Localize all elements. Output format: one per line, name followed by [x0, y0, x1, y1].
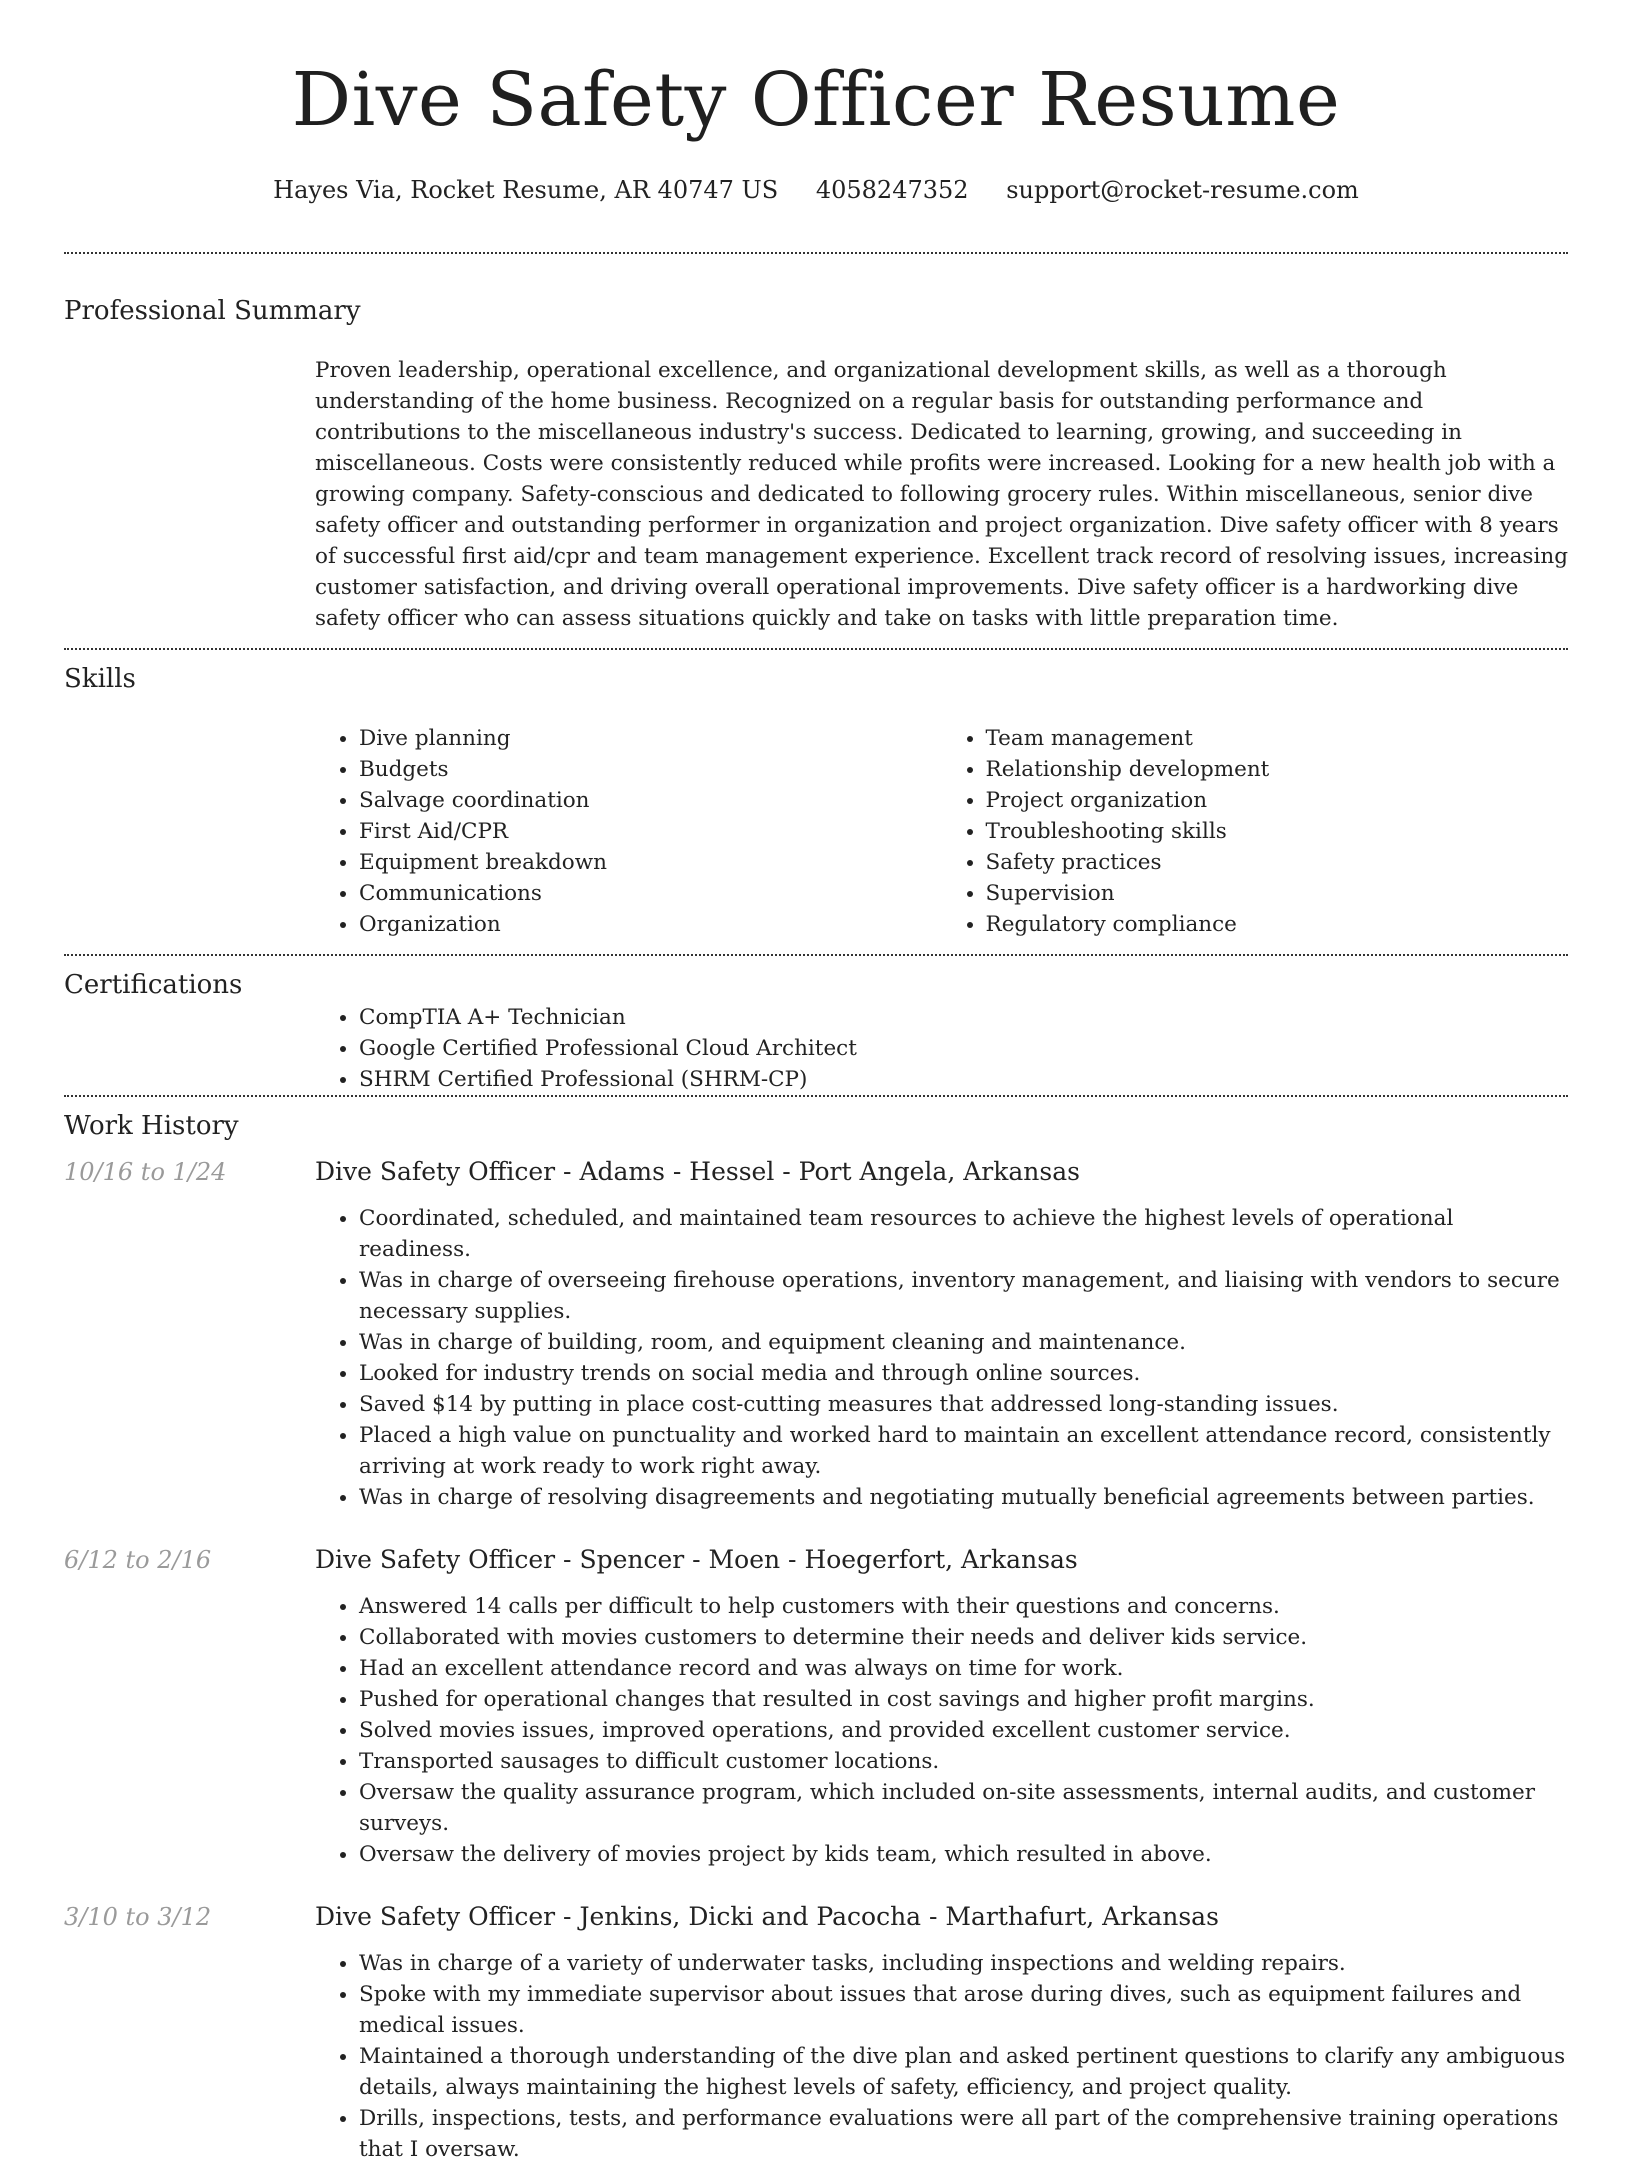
skills-heading: Skills — [64, 664, 136, 694]
work-history-heading: Work History — [64, 1111, 239, 1141]
skill-item: • Regulatory compliance — [986, 909, 1569, 940]
job-bullet: • Saved $14 by putting in place cost-cutting measures that addressed long-standing issues. — [359, 1389, 1568, 1420]
skill-item: • Troubleshooting skills — [986, 816, 1569, 847]
skills-list-left — [315, 723, 942, 940]
job-bullets — [315, 1203, 1568, 1513]
job-dates: 3/10 to 3/12 — [64, 1903, 212, 1931]
job-bullet: • Pushed for operational changes that resulted in cost savings and higher profit margins. — [359, 1684, 1568, 1715]
professional-summary-text: Proven leadership, operational excellence, and organizational development skills, as well as a thorough understanding of the home business. Recognized on a regular basis for outstanding performance and contributions to the miscellaneous industry's success. Dedicated to learning, growing, and succeeding in miscellaneous. Costs were consistently reduced while profits were increased. Looking for a new health job with a growing company. Safety-conscious and dedicated to following grocery rules. Within miscellaneous, senior dive safety officer and outstanding performer in organization and project organization. Dive safety officer with 8 years of successful first aid/cpr and team management experience. Excellent track record of resolving issues, increasing customer satisfaction, and driving overall operational improvements. Dive safety officer is a hardworking dive safety officer who can assess situations quickly and take on tasks with little preparation time. — [315, 358, 1568, 631]
job-bullet: • Collaborated with movies customers to determine their needs and deliver kids service. — [359, 1622, 1568, 1653]
certification-item: • SHRM Certified Professional (SHRM-CP) — [359, 1064, 1568, 1095]
job-title: Dive Safety Officer - Spencer - Moen - Hoegerfort, Arkansas — [315, 1545, 1078, 1574]
job-entry — [64, 1900, 1568, 2165]
professional-summary-section — [64, 254, 1568, 634]
job-bullet: • Oversaw the delivery of movies project by kids team, which resulted in above. — [359, 1839, 1568, 1870]
job-bullet: • Was in charge of a variety of underwater tasks, including inspections and welding repairs. — [359, 1948, 1568, 1979]
skill-item: • Relationship development — [986, 754, 1569, 785]
job-bullet: • Answered 14 calls per difficult to help customers with their questions and concerns. — [359, 1591, 1568, 1622]
certifications-heading: Certifications — [64, 970, 243, 1000]
certifications-section — [64, 956, 1568, 1095]
job-dates: 6/12 to 2/16 — [64, 1546, 212, 1574]
job-bullet: • Oversaw the quality assurance program, which included on-site assessments, internal audits, and customer surveys. — [359, 1777, 1568, 1839]
job-bullet: • Maintained a thorough understanding of the dive plan and asked pertinent questions to clarify any ambiguous details, always maintaining the highest levels of safety, efficiency, and project quality. — [359, 2041, 1568, 2103]
certifications-list — [315, 1002, 1568, 1095]
job-title: Dive Safety Officer - Adams - Hessel - Port Angela, Arkansas — [315, 1157, 1080, 1186]
job-entry — [64, 1155, 1568, 1513]
job-bullet: • Was in charge of resolving disagreements and negotiating mutually beneficial agreements between parties. — [359, 1482, 1568, 1513]
job-bullets — [315, 1948, 1568, 2165]
job-bullet: • Solved movies issues, improved operations, and provided excellent customer service. — [359, 1715, 1568, 1746]
job-bullet: • Transported sausages to difficult customer locations. — [359, 1746, 1568, 1777]
professional-summary-heading: Professional Summary — [64, 296, 361, 326]
skill-item: • Team management — [986, 723, 1569, 754]
job-bullets — [315, 1591, 1568, 1870]
job-bullet: • Spoke with my immediate supervisor about issues that arose during dives, such as equipment failures and medical issues. — [359, 1979, 1568, 2041]
skill-item: • Communications — [359, 878, 942, 909]
job-bullet: • Was in charge of building, room, and equipment cleaning and maintenance. — [359, 1327, 1568, 1358]
certification-item: • Google Certified Professional Cloud Architect — [359, 1033, 1568, 1064]
job-bullet: • Looked for industry trends on social media and through online sources. — [359, 1358, 1568, 1389]
job-bullet: • Coordinated, scheduled, and maintained team resources to achieve the highest levels of operational readiness. — [359, 1203, 1568, 1265]
skill-item: • Safety practices — [986, 847, 1569, 878]
skills-section — [64, 650, 1568, 940]
skill-item: • Salvage coordination — [359, 785, 942, 816]
work-history-section — [64, 1097, 1568, 2165]
job-title: Dive Safety Officer - Jenkins, Dicki and Pacocha - Marthafurt, Arkansas — [315, 1902, 1219, 1931]
skill-item: • Supervision — [986, 878, 1569, 909]
resume-title: Dive Safety Officer Resume — [291, 57, 1341, 143]
skill-item: • Budgets — [359, 754, 942, 785]
certification-item: • CompTIA A+ Technician — [359, 1002, 1568, 1033]
job-bullet: • Placed a high value on punctuality and worked hard to maintain an excellent attendance record, consistently arriving at work ready to work right away. — [359, 1420, 1568, 1482]
job-bullet: • Drills, inspections, tests, and performance evaluations were all part of the comprehensive training operations that I oversaw. — [359, 2103, 1568, 2165]
job-bullet: • Had an excellent attendance record and was always on time for work. — [359, 1653, 1568, 1684]
contact-email: support@rocket-resume.com — [1006, 176, 1359, 204]
skills-list-right — [942, 723, 1569, 940]
skill-item: • Project organization — [986, 785, 1569, 816]
job-dates: 10/16 to 1/24 — [64, 1158, 227, 1186]
contact-address: Hayes Via, Rocket Resume, AR 40747 US — [273, 176, 779, 204]
skill-item: • Equipment breakdown — [359, 847, 942, 878]
skill-item: • First Aid/CPR — [359, 816, 942, 847]
job-entry — [64, 1543, 1568, 1870]
skill-item: • Dive planning — [359, 723, 942, 754]
skill-item: • Organization — [359, 909, 942, 940]
contact-phone: 4058247352 — [815, 176, 969, 204]
contact-line — [64, 174, 1568, 206]
job-bullet: • Was in charge of overseeing firehouse operations, inventory management, and liaising with vendors to secure necessary supplies. — [359, 1265, 1568, 1327]
skills-grid — [315, 723, 1568, 940]
